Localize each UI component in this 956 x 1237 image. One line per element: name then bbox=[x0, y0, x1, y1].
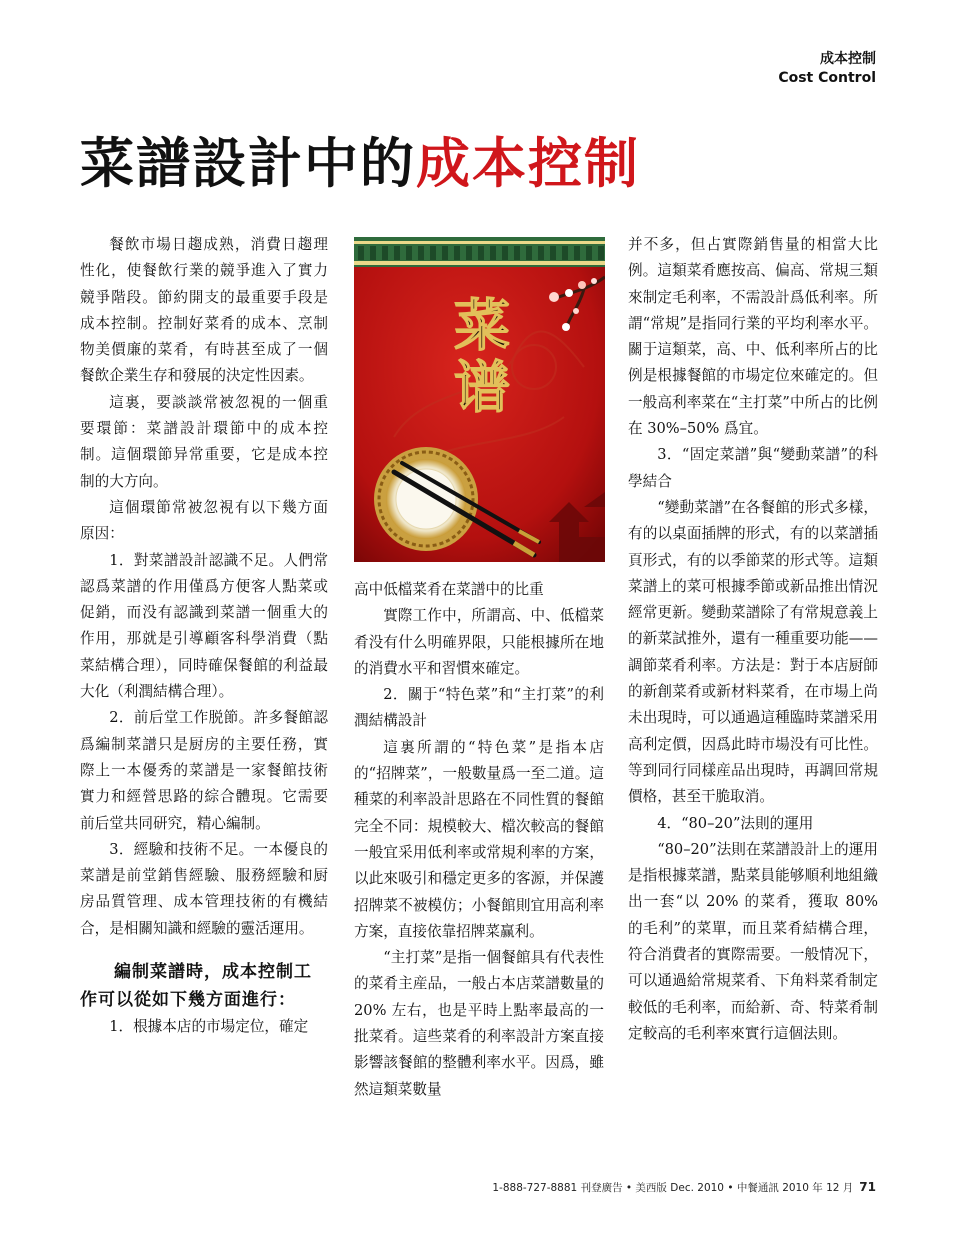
footer-text: 1-888-727-8881 刊登廣告 • 美西版 Dec. 2010 • 中餐通訊 2010 年 12 月 bbox=[492, 1182, 854, 1194]
subheading: 編制菜譜時，成本控制工作可以從如下幾方面進行： bbox=[80, 962, 312, 1011]
paragraph: 這裏所謂的“特色菜”是指本店的“招牌菜”，一般數量爲一至二道。這種菜的利率設計思路在不同性質的餐館完全不同：規模較大、檔次較高的餐館一般宜采用低利率或常規利率的方案，以此來吸引和穩定更多的客源，并保護招牌菜不被模仿；小餐館則宜用高利率方案，直接依靠招牌菜赢利。 bbox=[354, 738, 604, 940]
paragraph: “80–20”法則在菜譜設計上的運用是指根據菜譜，點菜員能够順利地組織出一套“以 20% 的菜肴，獲取 80% 的毛利”的菜單，而且菜肴結構合理，符合消費者的實際需要。一般情况下，可以通過給常規菜肴、下角料菜肴制定較低的毛利率，而給新、奇、特菜肴制定較高的毛利率來實行這個法則。 bbox=[628, 840, 878, 1042]
roof-tiles bbox=[358, 246, 604, 260]
menu-char-1: 菜 bbox=[454, 293, 510, 359]
menu-cover-illustration bbox=[354, 237, 605, 562]
section-label-zh: 成本控制 bbox=[820, 51, 876, 67]
title-black-part: 菜譜設計中的 bbox=[80, 131, 416, 195]
paragraph: 這個環節常被忽視有以下幾方面原因： bbox=[80, 498, 328, 543]
menu-char-2: 谱 bbox=[454, 355, 510, 421]
article-title bbox=[80, 128, 640, 198]
paragraph: 這裏，要談談常被忽視的一個重要環節：菜譜設計環節中的成本控制。這個環節异常重要，它是成本控制的大方向。 bbox=[80, 393, 328, 490]
paragraph: 實際工作中，所謂高、中、低檔菜肴没有什么明確界限，只能根據所在地的消費水平和習慣來確定。 bbox=[354, 607, 604, 677]
menu-cover-image bbox=[354, 237, 605, 562]
paragraph: 4．“80–20”法則的運用 bbox=[657, 814, 814, 832]
paragraph: 1．根據本店的市場定位，確定 bbox=[109, 1018, 309, 1036]
column-1 bbox=[80, 232, 328, 1040]
page-number: 71 bbox=[859, 1180, 876, 1194]
paragraph: “變動菜譜”在各餐館的形式多樣，有的以桌面插牌的形式，有的以菜譜插頁形式，有的以季節菜的形式等。這類菜譜上的菜可根據季節或新品推出情況經常更新。變動菜譜除了有常規意義上的新菜試推外，還有一種重要功能——調節菜肴利率。方法是：對于本店厨師的新創菜肴或新材料菜肴，在市場上尚未出現時，可以通過這種臨時菜譜采用高利定價，因爲此時市場没有可比性。等到同行同樣産品出現時，再調回常規價格，甚至干脆取消。 bbox=[628, 498, 878, 806]
paragraph: 2．前后堂工作脱節。許多餐館認爲編制菜譜只是厨房的主要任務，實際上一本優秀的菜譜是一家餐館技術實力和經營思路的綜合體現。它需要前后堂共同研究，精心編制。 bbox=[80, 709, 328, 832]
section-label-en: Cost Control bbox=[778, 70, 876, 86]
title-red-part: 成本控制 bbox=[416, 131, 640, 195]
column-2 bbox=[354, 577, 604, 1103]
page-footer bbox=[492, 1180, 876, 1195]
paragraph: “主打菜”是指一個餐館具有代表性的菜肴主産品，一般占本店菜譜數量的 20% 左右，也是平時上點率最高的一批菜肴。這些菜肴的利率設計方案直接影響該餐館的整體利率水平。因爲，雖然這類菜數量 bbox=[354, 949, 604, 1098]
paragraph: 3．“固定菜譜”與“變動菜譜”的科學結合 bbox=[628, 446, 878, 490]
paragraph: 并不多，但占實際銷售量的相當大比例。這類菜肴應按高、偏高、常規三類來制定毛利率，不需設計爲低利率。所謂“常規”是指同行業的平均利率水平。關于這類菜，高、中、低利率所占的比例是根據餐館的市場定位來確定的。但一般高利率菜在“主打菜”中所占的比例在 30%–50% 爲宜。 bbox=[628, 236, 878, 438]
paragraph: 3．經驗和技術不足。一本優良的菜譜是前堂銷售經驗、服務經驗和厨房品質管理、成本管理技術的有機結合，是相關知識和經驗的靈活運用。 bbox=[80, 840, 328, 937]
paragraph: 1．對菜譜設計認識不足。人們常認爲菜譜的作用僅爲方便客人點菜或促銷，而没有認識到菜譜一個重大的作用，那就是引導顧客科學消費（點菜結構合理），同時確保餐館的利益最大化（利潤結構合理）。 bbox=[80, 551, 328, 701]
paragraph: 高中低檔菜肴在菜譜中的比重 bbox=[354, 581, 544, 598]
paragraph: 餐飲市場日趨成熟，消費日趨理性化，使餐飲行業的競爭進入了實力競爭階段。節約開支的最重要手段是成本控制。控制好菜肴的成本、烹制物美價廉的菜肴，有時甚至成了一個餐飲企業生存和發展的決定性因素。 bbox=[80, 236, 328, 385]
paragraph: 2．關于“特色菜”和“主打菜”的利潤結構設計 bbox=[354, 686, 604, 730]
column-3 bbox=[628, 232, 878, 1047]
section-label bbox=[778, 50, 876, 88]
